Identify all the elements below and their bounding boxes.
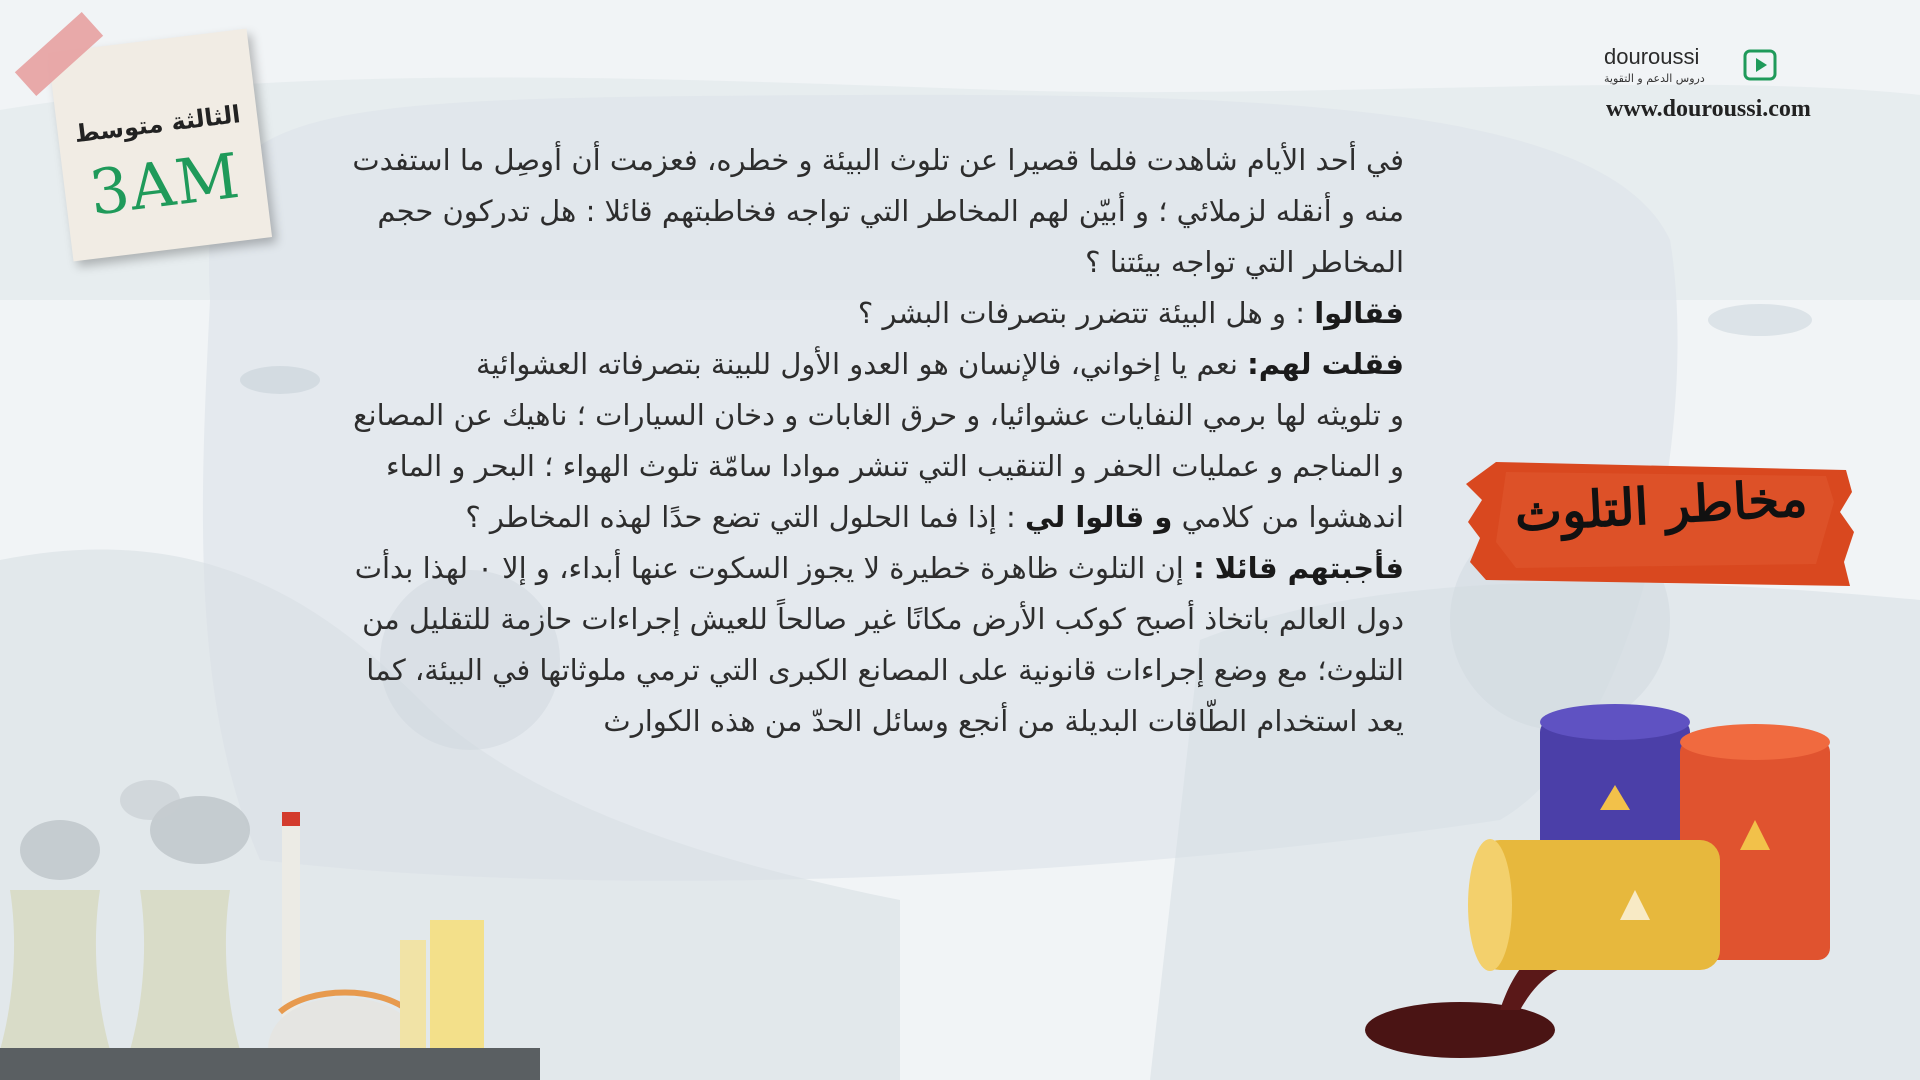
speaker-label: فقلت لهم: — [1247, 347, 1404, 381]
factory-illustration — [0, 780, 540, 1080]
paragraph-text: : و هل البيئة تتضرر بتصرفات البشر ؟ — [857, 296, 1315, 330]
paragraph-intro: في أحد الأيام شاهدت فلما قصيرا عن تلوث البيئة و خطره، فعزمت أن أوصِل ما استفدت منه و أنقله لزملائي ؛ و أبيّن لهم المخاطر التي تواجه فخاطبتهم قائلا : هل تدركون حجم المخاطر التي تواجه بيئتنا ؟ — [352, 143, 1404, 279]
speaker-label: فقالوا — [1314, 296, 1404, 330]
speaker-label: فأجبتهم قائلا : — [1193, 551, 1404, 585]
grade-code: 3AM — [85, 138, 245, 230]
grade-level-label: الثالثة متوسط — [72, 100, 242, 149]
brand-tagline: دروس الدعم و التقوية — [1604, 72, 1705, 85]
paragraph-text: نعم يا إخواني، فالإنسان هو العدو الأول للبينة بتصرفاته العشوائية — [475, 347, 1248, 381]
paragraph-question — [334, 288, 1404, 339]
paragraph-causes: و تلويثه لها برمي النفايات عشوائيا، و حرق الغابات و دخان السيارات ؛ ناهيك عن المصانع و المناجم و عمليات الحفر و التنقيب التي تنشر موادا سامّة تلوث الهواء ؛ البحر و الماء — [353, 398, 1404, 483]
speaker-label: و قالوا لي — [1025, 500, 1173, 534]
paragraph-answer — [334, 339, 1404, 390]
website-url[interactable]: www.douroussi.com — [1606, 96, 1811, 122]
paragraph-text: اندهشوا من كلامي — [1172, 500, 1404, 534]
grade-sticky-note — [48, 29, 272, 262]
page-title: مخاطر التلوث — [1513, 468, 1809, 543]
story-text — [334, 135, 1404, 747]
paragraph-reaction — [334, 492, 1404, 543]
brand-name: douroussi — [1604, 44, 1700, 69]
play-icon — [1742, 46, 1778, 82]
paragraph-text: : إذا فما الحلول التي تضع حدًا لهذه المخاطر ؟ — [465, 500, 1026, 534]
paragraph-solutions — [334, 543, 1404, 747]
paragraph-text: إن التلوث ظاهرة خطيرة لا يجوز السكوت عنها أبداء، و إلا ٠ لهذا بدأت دول العالم باتخاذ أصبح كوكب الأرض مكانًا غير صالحاً للعيش إجراءات حازمة للتقليل من التلوث؛ مع وضع إجراءات قانونية على المصانع الكبرى التي ترمي ملوثاتها في البيئة، كما يعد استخدام الطّاقات البديلة من أنجع وسائل الحدّ من هذه الكوارث — [354, 551, 1404, 738]
oil-barrels-illustration — [1350, 690, 1830, 1070]
